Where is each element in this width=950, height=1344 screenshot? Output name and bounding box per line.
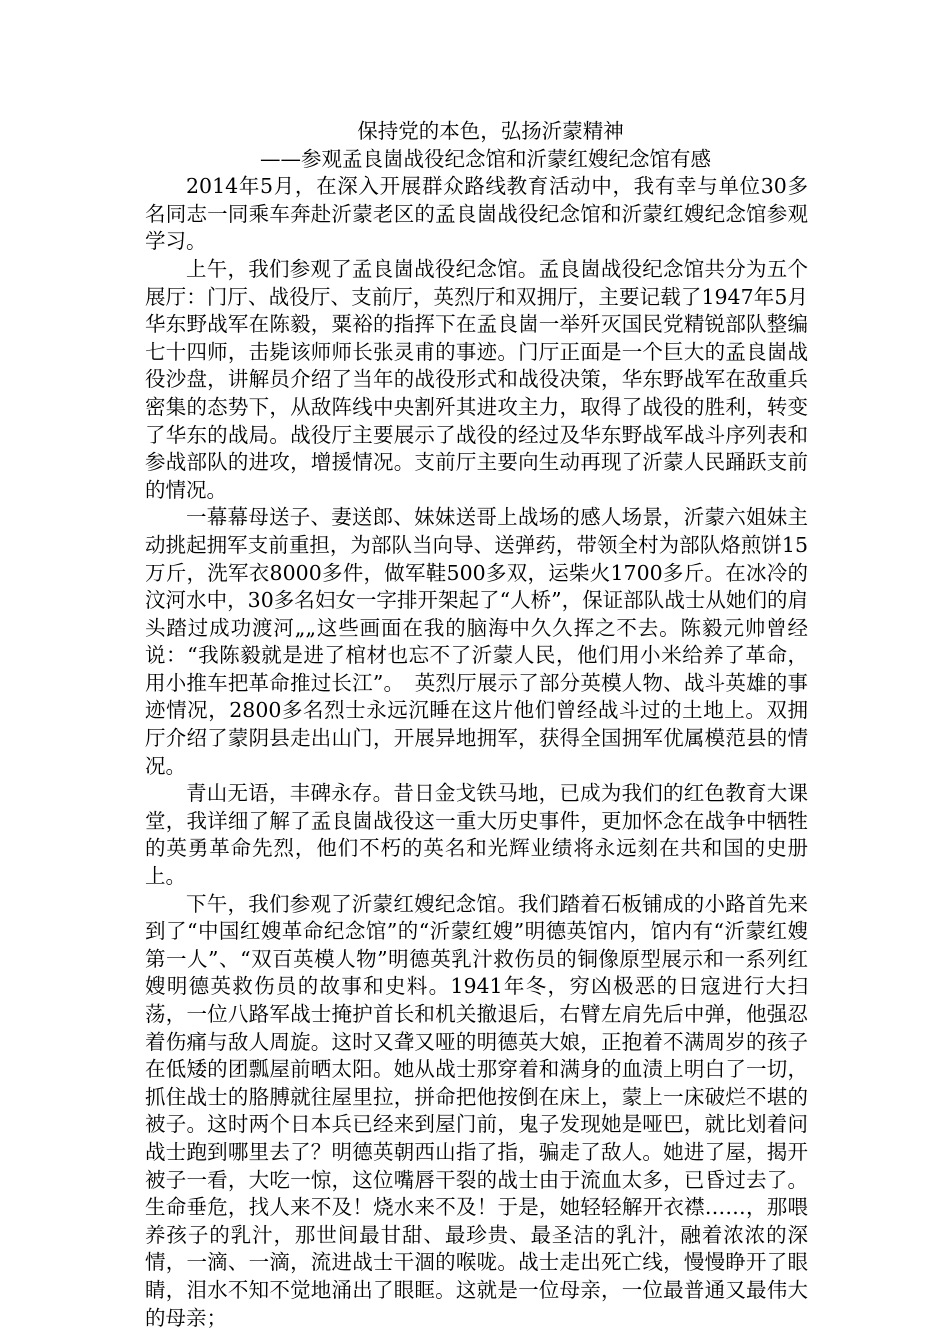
paragraph-4: 青山无语，丰碑永存。昔日金戈铁马地，已成为我们的红色教育大课堂，我详细了解了孟良崮战役这一重大历史事件，更加怀念在战争中牺牲的英勇革命先烈，他们不朽的英名和光辉业绩将永远刻在共和国的史册上。 <box>145 781 808 889</box>
paragraph-2: 上午，我们参观了孟良崮战役纪念馆。孟良崮战役纪念馆共分为五个展厅：门厅、战役厅、支前厅，英烈厅和双拥厅，主要记载了1947年5月华东野战军在陈毅，粟裕的指挥下在孟良崮一举歼灭国民党精锐部队整编七十四师，击毙该师师长张灵甫的事迹。门厅正面是一个巨大的孟良崮战役沙盘，讲解员介绍了当年的战役形式和战役决策，华东野战军在敌重兵密集的态势下，从敌阵线中央割歼其进攻主力，取得了战役的胜利，转变了华东的战局。战役厅主要展示了战役的经过及华东野战军战斗序列表和参战部队的进攻，增援情况。支前厅主要向生动再现了沂蒙人民踊跃支前的情况。 <box>145 256 808 502</box>
document-page <box>145 118 808 1332</box>
paragraph-1: 2014年5月，在深入开展群众路线教育活动中，我有幸与单位30多名同志一同乘车奔赴沂蒙老区的孟良崮战役纪念馆和沂蒙红嫂纪念馆参观学习。 <box>145 174 808 254</box>
paragraph-5: 下午，我们参观了沂蒙红嫂纪念馆。我们踏着石板铺成的小路首先来到了“中国红嫂革命纪念馆”的“沂蒙红嫂”明德英馆内，馆内有“沂蒙红嫂第一人”、“双百英模人物”明德英乳汁救伤员的铜像原型展示和一系列红嫂明德英救伤员的故事和史料。1941年冬，穷凶极恶的日寇进行大扫荡，一位八路军战士掩护首长和机关撤退后，右臂左肩先后中弹，他强忍着伤痛与敌人周旋。这时又聋又哑的明德英大娘，正抱着不满周岁的孩子在低矮的团瓢屋前晒太阳。她从战士那穿着和满身的血渍上明白了一切，抓住战士的胳膊就往屋里拉，拼命把他按倒在床上，蒙上一床破烂不堪的被子。这时两个日本兵已经来到屋门前，鬼子发现她是哑巴，就比划着问战士跑到哪里去了？明德英朝西山指了指，骗走了敌人。她进了屋，揭开被子一看，大吃一惊，这位嘴唇干裂的战士由于流血太多，已昏过去了。生命垂危，找人来不及！烧水来不及！于是，她轻轻解开衣襟……，那喂养孩子的乳汁，那世间最甘甜、最珍贵、最圣洁的乳汁，融着浓浓的深情，一滴、一滴，流进战士干涸的喉咙。战士走出死亡线，慢慢睁开了眼睛，泪水不知不觉地涌出了眼眶。这就是一位母亲，一位最普通又最伟大的母亲； <box>145 891 808 1330</box>
document-subtitle: ——参观孟良崮战役纪念馆和沂蒙红嫂纪念馆有感 <box>260 146 711 171</box>
document-title: 保持党的本色，弘扬沂蒙精神 <box>357 119 624 143</box>
paragraph-3: 一幕幕母送子、妻送郎、妹妹送哥上战场的感人场景，沂蒙六姐妹主动挑起拥军支前重担，为部队当向导、送弹药，带领全村为部队烙煎饼15万斤，洗军衣8000多件，做军鞋500多双，运柴火1700多斤。在冰冷的汶河水中，30多名妇女一字排开架起了“人桥”，保证部队战士从她们的肩头踏过成功渡河„„这些画面在我的脑海中久久挥之不去。陈毅元帅曾经说：“我陈毅就是进了棺材也忘不了沂蒙人民，他们用小米给养了革命，用小推车把革命推过长江”。 英烈厅展示了部分英模人物、战斗英雄的事迹情况，2800多名烈士永远沉睡在这片他们曾经战斗过的土地上。双拥厅介绍了蒙阴县走出山门，开展异地拥军，获得全国拥军优属模范县的情况。 <box>145 505 808 778</box>
